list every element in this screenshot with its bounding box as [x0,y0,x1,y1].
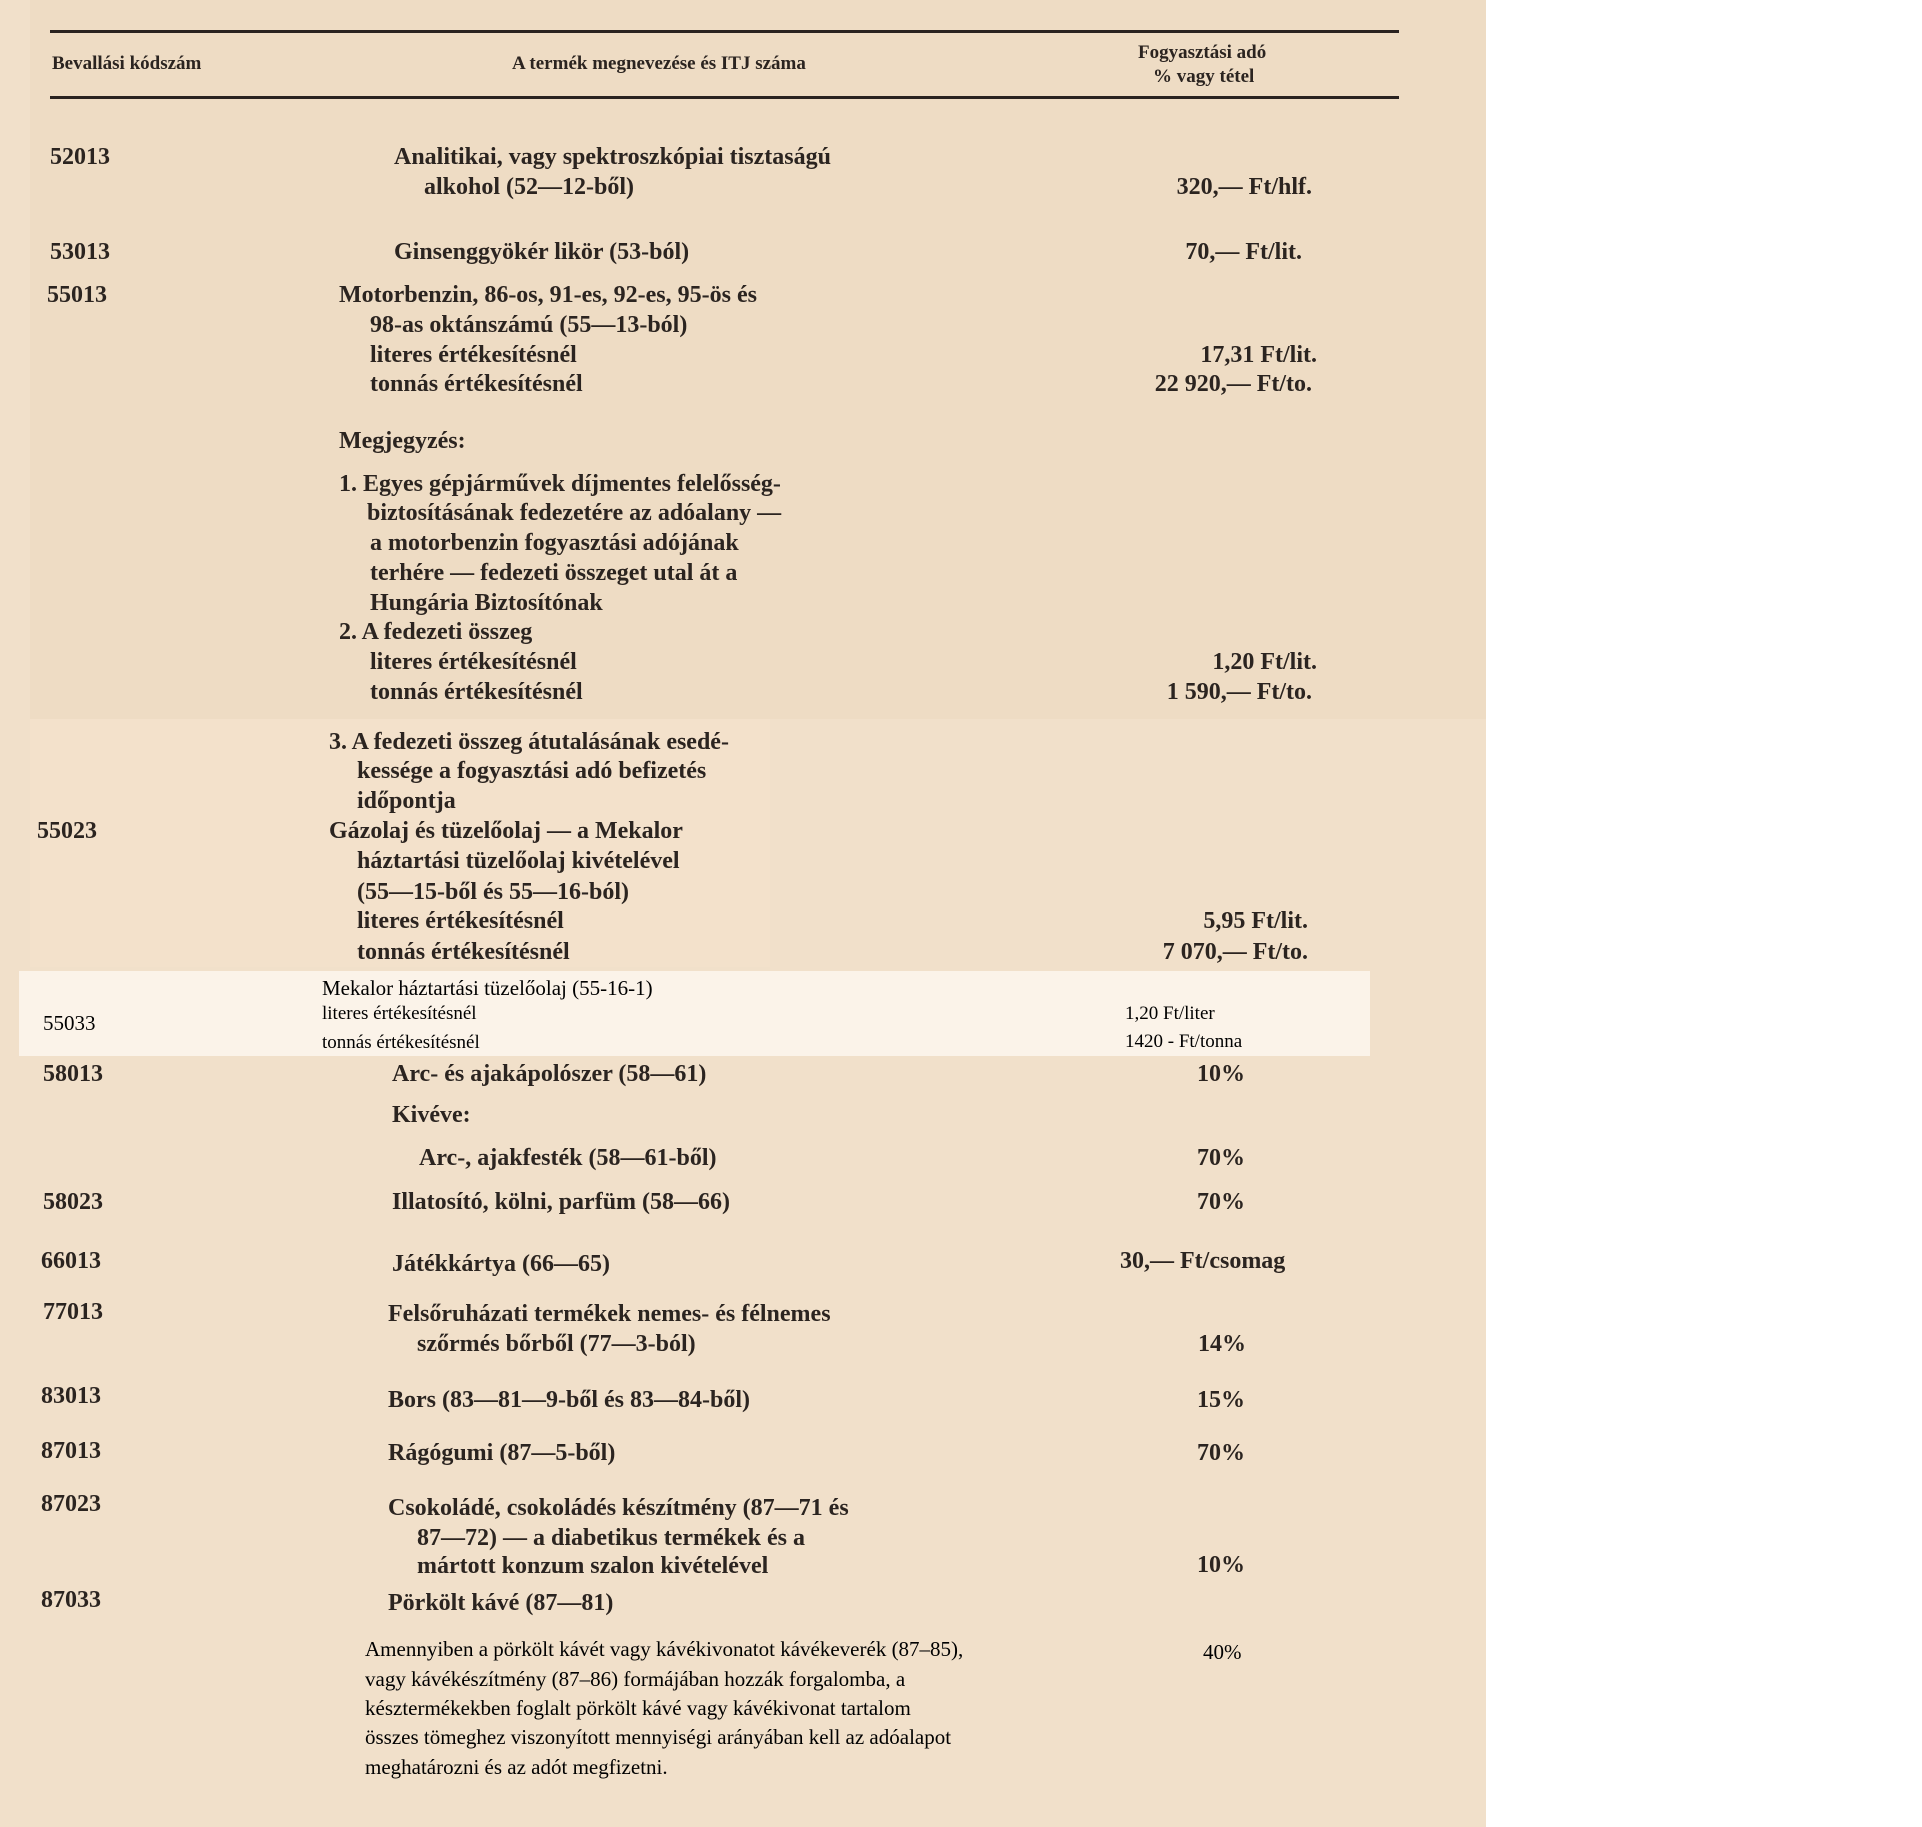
entry-name: Csokoládé, csokoládés készítmény (87—71 és [388,1495,849,1521]
column-header-tax-unit: % vagy tétel [1153,66,1255,87]
entry-subline: literes értékesítésnél [370,342,577,368]
entry-name: alkohol (52—12-ből) [424,174,635,200]
note-line: 3. A fedezeti összeg átutalásának esedé- [329,729,729,755]
entry-paragraph-line: vagy kávékészítmény (87–86) formájában hozzák forgalomba, a [365,1667,906,1691]
entry-subline: tonnás értékesítésnél [357,939,570,965]
entry-tax: 10% [1197,1061,1245,1087]
entry-name: Gázolaj és tüzelőolaj — a Mekalor [329,818,683,844]
entry-tax: 1,20 Ft/liter [1125,1003,1215,1024]
entry-code: 87033 [41,1587,101,1613]
entry-tax: 15% [1197,1387,1245,1413]
entry-subline: tonnás értékesítésnél [370,371,583,397]
entry-name: Ginsenggyökér likör (53-ból) [394,239,690,265]
entry-tax: 22 920,— Ft/to. [1154,371,1312,397]
entry-code: 55013 [47,282,107,308]
note-line: 2. A fedezeti összeg [339,619,533,645]
entry-name: Felsőruházati termékek nemes- és félnemes [388,1301,831,1327]
column-header-name: A termék megnevezése és ITJ száma [512,53,806,74]
entry-name: Arc- és ajakápolószer (58—61) [392,1061,707,1087]
entry-tax: 30,— Ft/csomag [1120,1248,1286,1274]
entry-name: szőrmés bőrből (77—3-ból) [417,1331,696,1357]
note-line: terhére — fedezeti összeget utal át a [370,560,738,586]
entry-name: Rágógumi (87—5-ből) [388,1440,616,1466]
entry-tax: 5,95 Ft/lit. [1203,908,1308,934]
entry-subline: tonnás értékesítésnél [322,1032,480,1053]
entry-name: Analitikai, vagy spektroszkópiai tisztaságú [394,144,831,170]
entry-subline: literes értékesítésnél [322,1003,477,1024]
entry-code: 87023 [41,1491,101,1517]
entry-code: 55023 [37,818,97,844]
entry-except: Kivéve: [392,1102,471,1128]
entry-name: Mekalor háztartási tüzelőolaj (55-16-1) [322,976,653,1000]
entry-name: 98-as oktánszámú (55—13-ból) [370,312,688,338]
note-tax: 1,20 Ft/lit. [1212,649,1317,675]
entry-code: 58023 [43,1189,103,1215]
entry-tax: 17,31 Ft/lit. [1200,342,1317,368]
entry-tax: 1420 - Ft/tonna [1125,1031,1243,1052]
entry-paragraph-line: Amennyiben a pörkölt kávét vagy kávékivonatot kávékeverék (87–85), [365,1637,964,1661]
column-header-tax: Fogyasztási adó [1138,42,1267,63]
entry-name: Motorbenzin, 86-os, 91-es, 92-es, 95-ös és [339,282,757,308]
entry-code: 52013 [50,144,110,170]
entry-tax: 70% [1197,1145,1245,1171]
entry-code: 77013 [43,1299,103,1325]
header-bottom-rule [50,96,1399,99]
note-line: Hungária Biztosítónak [370,590,603,616]
note-line: biztosításának fedezetére az adóalany — [367,500,782,526]
entry-code: 66013 [41,1248,101,1274]
entry-name: mártott konzum szalon kivételével [417,1553,769,1579]
entry-name: Bors (83—81—9-ből és 83—84-ből) [388,1387,750,1413]
entry-subline: literes értékesítésnél [357,908,564,934]
entry-code: 58013 [43,1061,103,1087]
note-line: időpontja [357,788,456,814]
entry-tax: 40% [1203,1640,1242,1664]
header-top-rule [50,30,1399,33]
entry-paragraph-line: összes tömeghez viszonyított mennyiségi arányában kell az adóalapot [365,1725,952,1749]
note-tax: 1 590,— Ft/to. [1166,679,1312,705]
entry-tax: 320,— Ft/hlf. [1176,174,1312,200]
entry-name: (55—15-ből és 55—16-ból) [357,879,629,905]
entry-code: 87013 [41,1438,101,1464]
entry-name: Játékkártya (66—65) [392,1251,610,1277]
entry-paragraph-line: meghatározni és az adót megfizetni. [365,1755,668,1779]
entry-tax: 14% [1198,1331,1246,1357]
entry-paragraph-line: késztermékekben foglalt pörkölt kávé vagy kávékivonat tartalom [365,1696,911,1720]
entry-code: 53013 [50,239,110,265]
entry-code: 83013 [41,1383,101,1409]
note-line: literes értékesítésnél [370,649,577,675]
entry-name: Illatosító, kölni, parfüm (58—66) [392,1189,731,1215]
entry-name: Arc-, ajakfesték (58—61-ből) [419,1145,717,1171]
note-line: a motorbenzin fogyasztási adójának [370,530,739,556]
entry-code: 55033 [43,1011,96,1035]
note-line: kessége a fogyasztási adó befizetés [357,758,707,784]
note-title: Megjegyzés: [339,428,466,454]
note-line: tonnás értékesítésnél [370,679,583,705]
entry-tax: 7 070,— Ft/to. [1162,939,1308,965]
entry-name: 87—72) — a diabetikus termékek és a [417,1525,805,1551]
entry-name: háztartási tüzelőolaj kivételével [357,848,680,874]
column-header-code: Bevallási kódszám [52,53,202,74]
entry-name: Pörkölt kávé (87—81) [388,1590,614,1616]
entry-tax: 70% [1197,1189,1245,1215]
entry-tax: 10% [1197,1552,1245,1578]
entry-tax: 70,— Ft/lit. [1185,239,1302,265]
note-line: 1. Egyes gépjárművek díjmentes felelősség- [339,471,781,497]
entry-tax: 70% [1197,1440,1245,1466]
